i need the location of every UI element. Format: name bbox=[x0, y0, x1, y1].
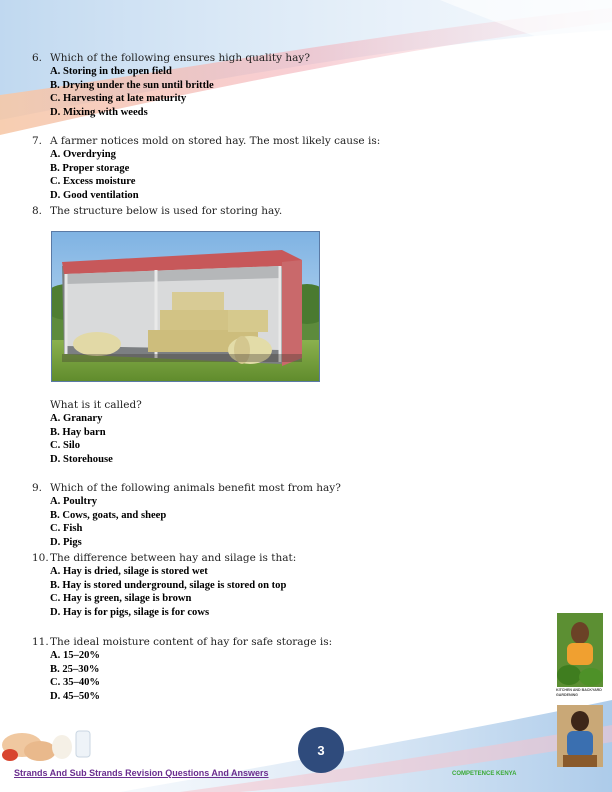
option-b: B. Proper storage bbox=[50, 162, 130, 174]
option-c: C. 35–40% bbox=[50, 677, 101, 689]
question-number: 10. bbox=[32, 552, 49, 564]
question-text: The structure below is used for storing hay. bbox=[50, 205, 283, 217]
option-a: A. Storing in the open field bbox=[50, 66, 172, 77]
question-11 bbox=[32, 635, 552, 703]
question-8-subquestion bbox=[32, 398, 552, 466]
option-d: D. Pigs bbox=[50, 536, 82, 548]
question-subtext: What is it called? bbox=[50, 399, 142, 411]
option-c: C. Harvesting at late maturity bbox=[50, 93, 187, 105]
question-8 bbox=[32, 204, 552, 218]
gardening-photo-top bbox=[557, 613, 603, 687]
question-number: 9. bbox=[32, 482, 43, 494]
option-a: A. Hay is dried, silage is stored wet bbox=[50, 566, 208, 577]
option-c: C. Silo bbox=[50, 440, 81, 452]
question-text: The ideal moisture content of hay for safe storage is: bbox=[50, 636, 333, 648]
option-d: D. Good ventilation bbox=[50, 189, 139, 201]
question-text: The difference between hay and silage is that: bbox=[50, 552, 297, 564]
hay-barn-photo bbox=[51, 231, 320, 382]
option-a: A. Poultry bbox=[50, 496, 98, 507]
page-number-badge: 3 bbox=[298, 727, 344, 773]
question-number: 6. bbox=[32, 52, 43, 64]
option-a: A. Granary bbox=[50, 413, 103, 424]
option-b: B. Drying under the sun until brittle bbox=[50, 79, 214, 91]
food-decoration bbox=[0, 715, 100, 765]
question-10 bbox=[32, 551, 552, 619]
option-c: C. Excess moisture bbox=[50, 176, 136, 188]
question-text: Which of the following animals benefit most from hay? bbox=[50, 482, 341, 494]
side-caption: KITCHEN AND BACKYARD GARDENING bbox=[556, 688, 602, 697]
question-9 bbox=[32, 481, 552, 549]
question-number: 7. bbox=[32, 135, 43, 147]
option-d: D. Mixing with weeds bbox=[50, 106, 148, 118]
option-c: C. Hay is green, silage is brown bbox=[50, 593, 192, 605]
option-b: B. Hay is stored underground, silage is stored on top bbox=[50, 579, 287, 591]
question-6 bbox=[32, 51, 552, 119]
option-a: A. 15–20% bbox=[50, 650, 101, 661]
gardening-photo-bottom bbox=[557, 705, 603, 767]
option-d: D. Storehouse bbox=[50, 453, 113, 465]
question-7 bbox=[32, 134, 552, 202]
option-d: D. 45–50% bbox=[50, 690, 101, 702]
footer-brand: COMPETENCE KENYA bbox=[452, 771, 517, 777]
question-number: 8. bbox=[32, 205, 43, 217]
option-a: A. Overdrying bbox=[50, 149, 116, 160]
footer-title-link[interactable]: Strands And Sub Strands Revision Questions And Answers bbox=[14, 768, 269, 778]
option-c: C. Fish bbox=[50, 523, 83, 535]
question-text: Which of the following ensures high quality hay? bbox=[50, 52, 310, 64]
option-b: B. 25–30% bbox=[50, 663, 100, 675]
question-text: A farmer notices mold on stored hay. The most likely cause is: bbox=[50, 135, 381, 147]
option-b: B. Hay barn bbox=[50, 426, 106, 438]
question-number: 11. bbox=[32, 636, 49, 648]
option-d: D. Hay is for pigs, silage is for cows bbox=[50, 606, 210, 618]
option-b: B. Cows, goats, and sheep bbox=[50, 509, 167, 521]
